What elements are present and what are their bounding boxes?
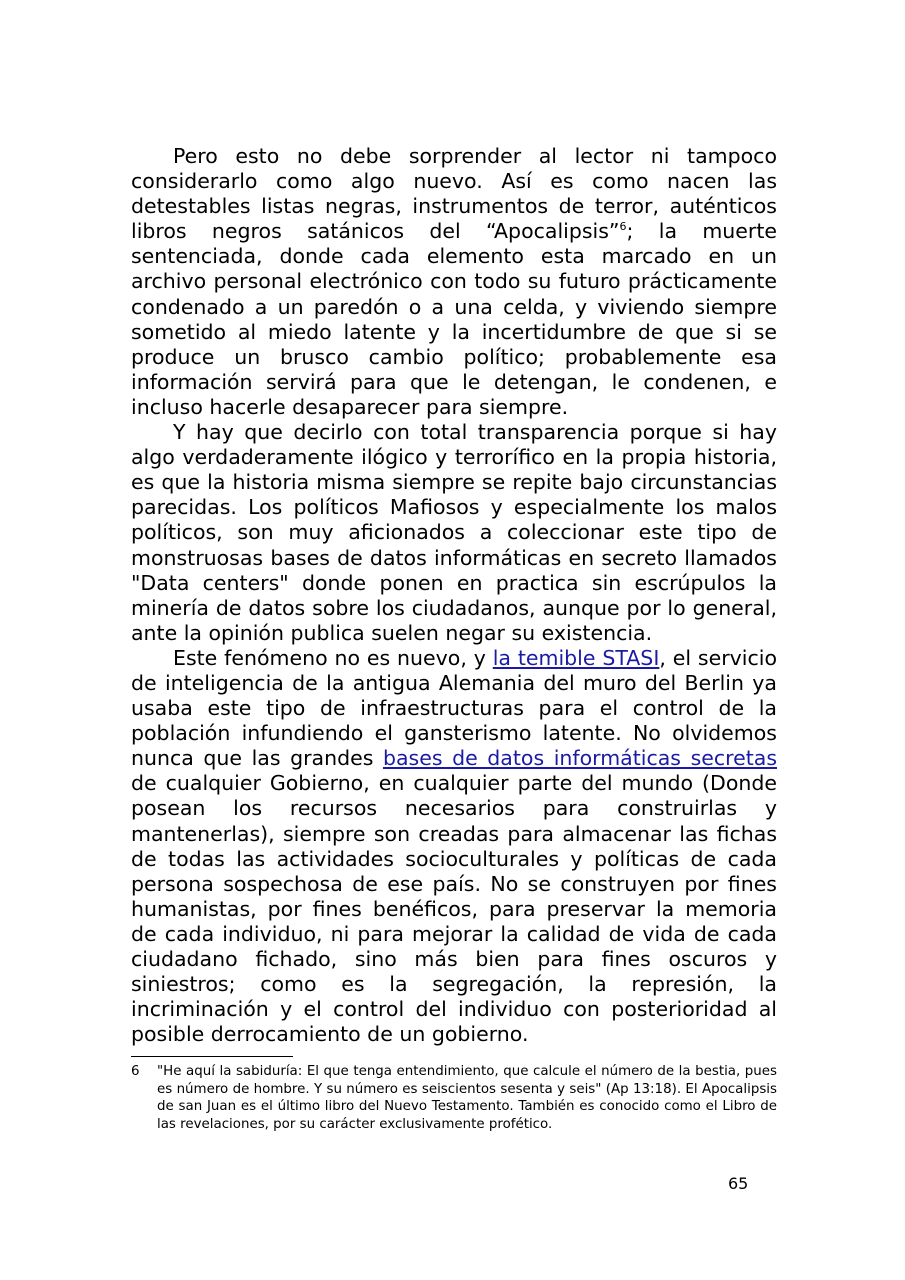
footnote [131,1063,777,1133]
paragraph-1-text: Pero esto no debe sorprender al lector ni tampoco considerarlo como algo nuevo. Así es como nacen las detestables listas negras, instrumentos de terror, auténticos libros negros satánicos del “Apocalipsis” [131,144,777,244]
footnote-text: "He aquí la sabiduría: El que tenga entendimiento, que calcule el número de la bestia, pues es número de hombre. Y su número es seiscientos sesenta y seis" (Ap 13:18). El Apocalipsis de san Juan es el último libro del Nuevo Testamento. También es conocido como el Libro de las revelaciones, por su carácter exclusivamente profético. [157,1064,777,1132]
body-text [131,144,777,1047]
paragraph-2-text: Y hay que decirlo con total transparencia porque si hay algo verdaderamente ilógico y terrorífico en la propia historia, es que la historia misma siempre se repite bajo circunstancias parecidas. Los políticos Mafiosos y especialmente los malos políticos, son muy aficionados a coleccionar este tipo de monstruosas bases de datos informáticas en secreto llamados "Data centers" donde ponen en practica sin escrúpulos la minería de datos sobre los ciudadanos, aunque por lo general, ante la opinión publica suelen negar su existencia. [131,420,777,645]
paragraph-3-text-middle: , el servicio de inteligencia de la antigua Alemania del muro del Berlin ya usaba este tipo de infraestructuras para el control de la población infundiendo el gansterismo latente. No olvidemos nunca que las grandes [131,645,777,771]
paragraph-3 [131,646,777,1048]
paragraph-2 [131,420,777,646]
footnote-separator [131,1056,293,1057]
paragraph-3-text-end: de cualquier Gobierno, en cualquier parte del mundo (Donde posean los recursos necesarios para construirlas y mantenerlas), siempre son creadas para almacenar las fichas de todas las actividades socioculturales y políticas de cada persona sospechosa de ese país. No se construyen por fines humanistas, por fines benéficos, para preservar la memoria de cada individuo, ni para mejorar la calidad de vida de cada ciudadano fichado, sino más bien para fines oscuros y siniestros; como es la segregación, la represión, la incriminación y el control del individuo con posterioridad al posible derrocamiento de un gobierno. [131,771,777,1047]
secret-databases-link[interactable]: bases de datos informáticas secretas [382,746,777,771]
paragraph-3-text-start: Este fenómeno no es nuevo, y [173,645,493,670]
footnote-reference[interactable]: 6 [619,220,627,234]
page-number: 65 [728,1174,749,1193]
paragraph-1-text-continued: ; la muerte sentenciada, donde cada elemento esta marcado en un archivo personal electrónico con todo su futuro prácticamente condenado a un paredón o a una celda, y viviendo siempre sometido al miedo latente y la incertidumbre de que si se produce un brusco cambio político; probablemente esa información servirá para que le detengan, le condenen, e incluso hacerle desaparecer para siempre. [131,219,777,419]
paragraph-1 [131,144,777,420]
footnote-number: 6 [131,1064,140,1079]
stasi-link[interactable]: la temible STASI [492,645,660,670]
